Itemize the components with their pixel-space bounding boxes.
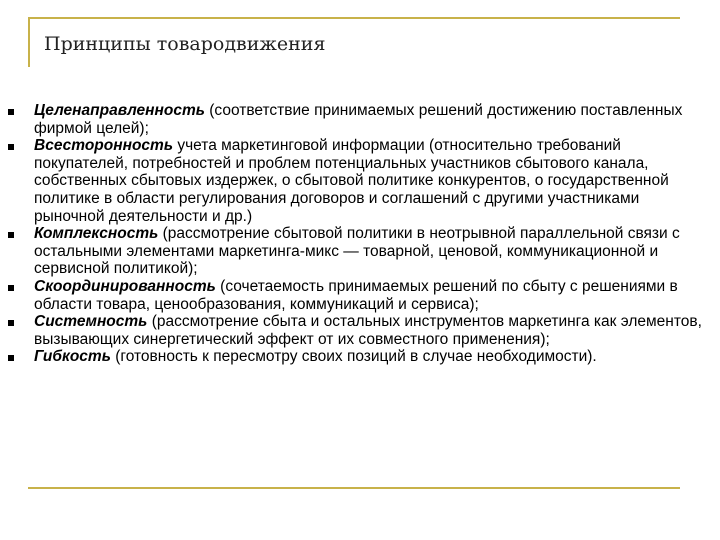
principle-term: Комплексность — [34, 225, 159, 243]
square-bullet-icon — [8, 320, 14, 326]
slide-title: Принципы товародвижения — [44, 33, 326, 55]
square-bullet-icon — [8, 285, 14, 291]
principle-description: (сочетаемость принимаемых решений по сбыту с решениями в области товара, ценообразования, коммуникаций и сервиса); — [34, 277, 678, 313]
principle-description: учета маркетинговой информации (относительно требований покупателей, потребностей и проблем потенциальных участников сбытового канала, собственных сбытовых издержек, о сбытовой политике конкурентов, о государственной политике в области регулирования договоров и соглашений с другими участниками рыночной деятельности и др.) — [34, 137, 669, 225]
title-rule-top — [28, 17, 680, 19]
principle-term: Всесторонность — [34, 137, 174, 155]
bullet-list — [0, 102, 720, 366]
principle-term: Системность — [34, 313, 148, 331]
square-bullet-icon — [8, 144, 14, 150]
list-item — [0, 137, 720, 225]
list-item — [0, 278, 720, 313]
square-bullet-icon — [8, 232, 14, 238]
principle-term: Целенаправленность — [34, 102, 205, 119]
list-item — [0, 313, 720, 348]
principle-description: (рассмотрение сбыта и остальных инструментов маркетинга как элементов, вызывающих синергетический эффект от их совместного применения); — [34, 313, 702, 348]
principle-description: (соответствие принимаемых решений достижению поставленных фирмой целей); — [34, 102, 683, 137]
principle-description: (готовность к пересмотру своих позиций в случае необходимости). — [110, 348, 597, 366]
square-bullet-icon — [8, 109, 14, 115]
title-rule-left — [28, 17, 30, 67]
square-bullet-icon — [8, 355, 14, 361]
bottom-rule — [28, 487, 680, 489]
principle-term: Гибкость — [34, 348, 111, 366]
principle-description: (рассмотрение сбытовой политики в неотрывной параллельной связи с остальными элементами маркетинга-микс — товарной, ценовой, коммуникационной и сервисной политикой); — [34, 225, 680, 278]
principle-term: Скоординированность — [34, 277, 216, 295]
list-item — [0, 102, 720, 137]
list-item — [0, 225, 720, 278]
list-item — [0, 348, 720, 366]
